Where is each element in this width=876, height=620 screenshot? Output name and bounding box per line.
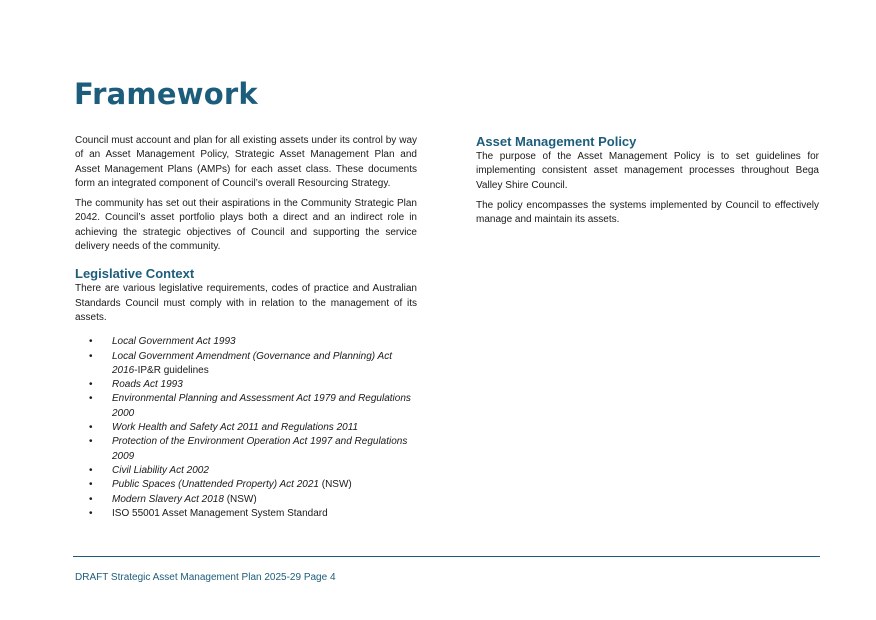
footer-divider (73, 556, 820, 557)
list-item: • ISO 55001 Asset Management System Standard (75, 507, 417, 521)
list-item: • Modern Slavery Act 2018 (NSW) (75, 493, 417, 507)
bullet-icon: • (89, 493, 93, 505)
community-paragraph: The community has set out their aspirations in the Community Strategic Plan 2042. Council’s asset portfolio plays both a direct and an indirect role in achieving the strategic objectives of Council and supporting the service delivery needs of the community. (75, 198, 417, 253)
list-item: • Local Government Amendment (Governance and Planning) Act 2016-IP&R guidelines (89, 350, 392, 376)
page-footer: DRAFT Strategic Asset Management Plan 2025-29 Page 4 (75, 572, 336, 583)
legislative-intro: There are various legislative requirements, codes of practice and Australian Standards Council must comply with in relation to the management of its assets. (75, 283, 417, 323)
list-item: • Work Health and Safety Act 2011 and Regulations 2011 (75, 421, 417, 435)
policy-systems-paragraph: The policy encompasses the systems implemented by Council to effectively manage and maintain its assets. (476, 199, 819, 226)
intro-paragraph: Council must account and plan for all existing assets under its control by way of an Asset Management Policy, Strategic Asset Management Plan and Asset Management Plans (AMPs) for each asset class. These documents form an integrated component of Council’s overall Resourcing Strategy. (75, 135, 417, 189)
right-column (476, 134, 819, 233)
policy-purpose-paragraph: The purpose of the Asset Management Policy is to set guidelines for implementing consistent asset management processes throughout Bega Valley Shire Council. (476, 151, 819, 191)
left-column (75, 134, 417, 521)
list-item: • Civil Liability Act 2002 (75, 464, 417, 478)
bullet-icon: • (89, 350, 93, 362)
bullet-icon: • (89, 464, 93, 476)
bullet-icon: • (89, 336, 93, 348)
page-title: Framework (74, 77, 258, 111)
bullet-icon: • (89, 393, 93, 405)
legislation-list (75, 335, 417, 521)
list-item: • Environmental Planning and Assessment Act 1979 and Regulations 2000 (89, 393, 411, 419)
list-item: • Public Spaces (Unattended Property) Act 2021 (NSW) (75, 478, 417, 492)
asset-management-policy-heading: Asset Management Policy (476, 134, 637, 149)
bullet-icon: • (89, 507, 93, 519)
legislative-context-heading: Legislative Context (75, 266, 195, 282)
bullet-icon: • (89, 422, 93, 434)
bullet-icon: • (89, 479, 93, 491)
bullet-icon: • (89, 379, 93, 391)
bullet-icon: • (89, 436, 93, 448)
list-item: • Local Government Act 1993 (75, 335, 417, 349)
list-item: • Protection of the Environment Operation Act 1997 and Regulations 2009 (89, 436, 408, 462)
list-item: • Roads Act 1993 (75, 378, 417, 392)
